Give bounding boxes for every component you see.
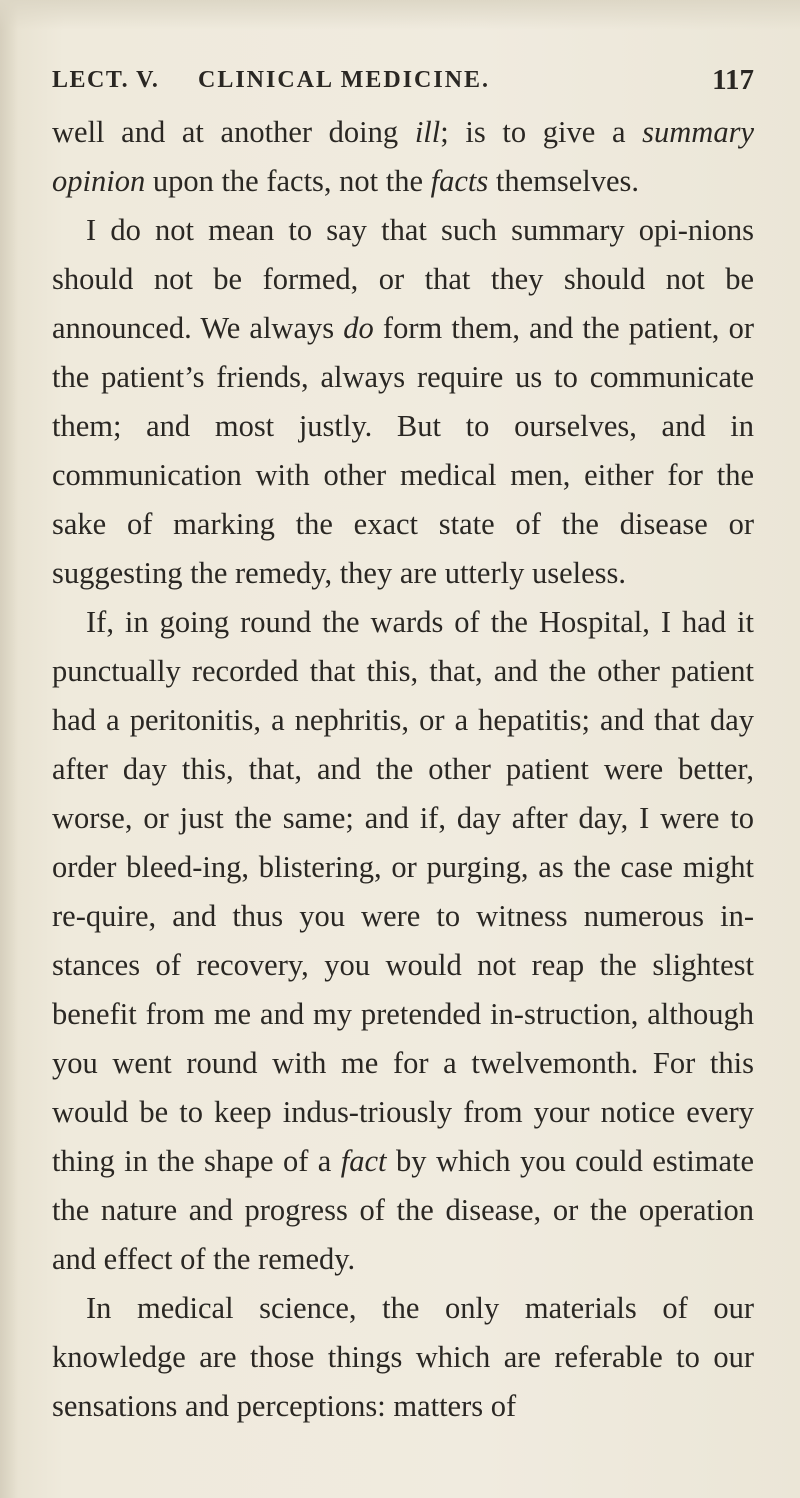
running-head-lecture: LECT. V. xyxy=(52,67,160,93)
text-segment: In medical science, the only materials of our knowledge are those things which are referable to our sensations and perceptions: matters of xyxy=(52,1291,754,1423)
text-segment-italic: summary opinion xyxy=(52,115,754,198)
text-segment: form them, and the patient, or the patient’s friends, always require us to communicate them; and most justly. But to ourselves, and in communication with other medical men, either for the sake of marking the exact state of the disease or suggesting the remedy, they are utterly useless. xyxy=(52,311,754,590)
page-shadow-top xyxy=(0,0,800,30)
text-segment-italic: facts xyxy=(430,164,489,198)
paragraph xyxy=(52,206,754,598)
paragraph xyxy=(52,598,754,1284)
running-head-title: CLINICAL MEDICINE. xyxy=(198,67,491,93)
text-segment: themselves. xyxy=(488,164,640,198)
page-shadow-left xyxy=(0,0,18,1498)
body-text xyxy=(52,108,754,1431)
text-segment: I do not mean to say that such summary opi-nions should not be formed, or that they should not be announced. We always xyxy=(52,213,754,345)
text-segment: by which you could estimate the nature and progress of the disease, or the operation and effect of the remedy. xyxy=(52,1144,754,1276)
running-header xyxy=(52,56,754,104)
page-number: 117 xyxy=(712,64,754,96)
text-segment-italic: fact xyxy=(340,1144,387,1178)
text-segment: well and at another doing xyxy=(52,115,415,149)
text-segment: If, in going round the wards of the Hospital, I had it punctually recorded that this, that, and the other patient had a peritonitis, a nephritis, or a hepatitis; and that day after day this, that, and the other patient were better, worse, or just the same; and if, day after day, I were to order bleed-ing, blistering, or purging, as the case might re-quire, and thus you were to witness numerous in-stances of recovery, you would not reap the slightest benefit from me and my pretended in-struction, although you went round with me for a twelvemonth. For this would be to keep indus-triously from your notice every thing in the shape of a xyxy=(52,605,754,1178)
paragraph xyxy=(52,1284,754,1431)
text-segment: upon the facts, not the xyxy=(145,164,431,198)
text-segment: ; is to give a xyxy=(440,115,643,149)
text-segment-italic: do xyxy=(343,311,374,345)
paragraph-continued xyxy=(52,108,754,206)
text-segment-italic: ill xyxy=(414,115,441,149)
